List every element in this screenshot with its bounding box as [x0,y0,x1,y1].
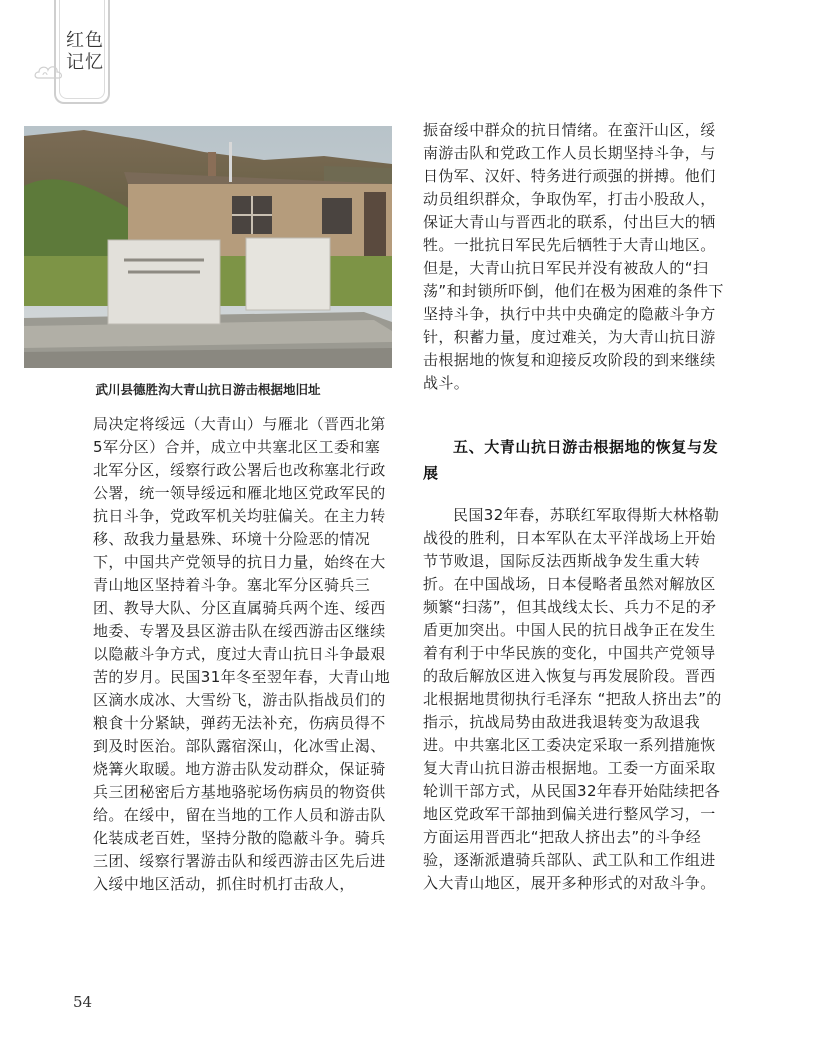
photo-caption: 武川县德胜沟大青山抗日游击根据地旧址 [95,382,321,397]
page-number: 54 [73,993,93,1011]
section-title: 红色记忆 [66,30,104,73]
body-paragraph-right-1: 振奋绥中群众的抗日情绪。在蛮汗山区，绥南游击队和党政工作人员长期坚持斗争，与日伪军、汉奸、特务进行顽强的拼搏。他们动员组织群众，争取伪军，打击小股敌人，保证大青山与晋西北的联系，付出巨大的牺牲。一批抗日军民先后牺牲于大青山地区。但是，大青山抗日军民并没有被敌人的“扫荡”和封锁所吓倒，他们在极为困难的条件下坚持斗争，执行中共中央确定的隐蔽斗争方针，积蓄力量，度过难关，为大青山抗日游击根据地的恢复和迎接反攻阶段的到来继续战斗。 [423,121,724,392]
body-paragraph-right-2: 民国32年春，苏联红军取得斯大林格勒战役的胜利，日本军队在太平洋战场上开始节节败退，国际反法西斯战争发生重大转折。在中国战场，日本侵略者虽然对解放区频繁“扫荡”，但其战线太长、兵力不足的矛盾更加突出。中国人民的抗日战争正在发生着有利于中华民族的变化，中国共产党领导的敌后解放区进入恢复与再发展阶段。晋西北根据地贯彻执行毛泽东 “把敌人挤出去”的指示，抗战局势由敌进我退转变为敌退我进。中共塞北区工委决定采取一系列措施恢复大青山抗日游击根据地。工委一方面采取轮训干部方式，从民国32年春开始陆续把各地区党政军干部抽到偏关进行整风学习，一方面运用晋西北“把敌人挤出去”的斗争经验，逐渐派遣骑兵部队、武工队和工作组进入大青山地区，展开多种形式的对敌斗争。 [423,506,722,892]
cloud-ornament-icon [34,60,64,84]
historic-site-photo [24,126,392,368]
section-badge [54,0,110,104]
section-heading: 五、大青山抗日游击根据地的恢复与发展 [423,438,719,482]
body-paragraph-left: 局决定将绥远（大青山）与雁北（晋西北第5军分区）合并，成立中共塞北区工委和塞北军分区，绥察行政公署后也改称塞北行政公署，统一领导绥远和雁北地区党政军民的抗日斗争，党政军机关均驻偏关。在主力转移、敌我力量悬殊、环境十分险恶的情况下，中国共产党领导的抗日力量，始终在大青山地区坚持着斗争。塞北军分区骑兵三团、教导大队、分区直属骑兵两个连、绥西地委、专署及县区游击队在绥西游击区继续以隐蔽斗争方式，度过大青山抗日斗争最艰苦的岁月。民国31年冬至翌年春，大青山地区滴水成冰、大雪纷飞，游击队指战员们的粮食十分紧缺，弹药无法补充，伤病员得不到及时医治。部队露宿深山，化冰雪止渴、烧篝火取暖。地方游击队发动群众，保证骑兵三团秘密后方基地骆驼场伤病员的物资供给。在绥中，留在当地的工作人员和游击队化装成老百姓，坚持分散的隐蔽斗争。骑兵三团、绥察行署游击队和绥西游击区先后进入绥中地区活动，抓住时机打击敌人， [93,415,391,893]
